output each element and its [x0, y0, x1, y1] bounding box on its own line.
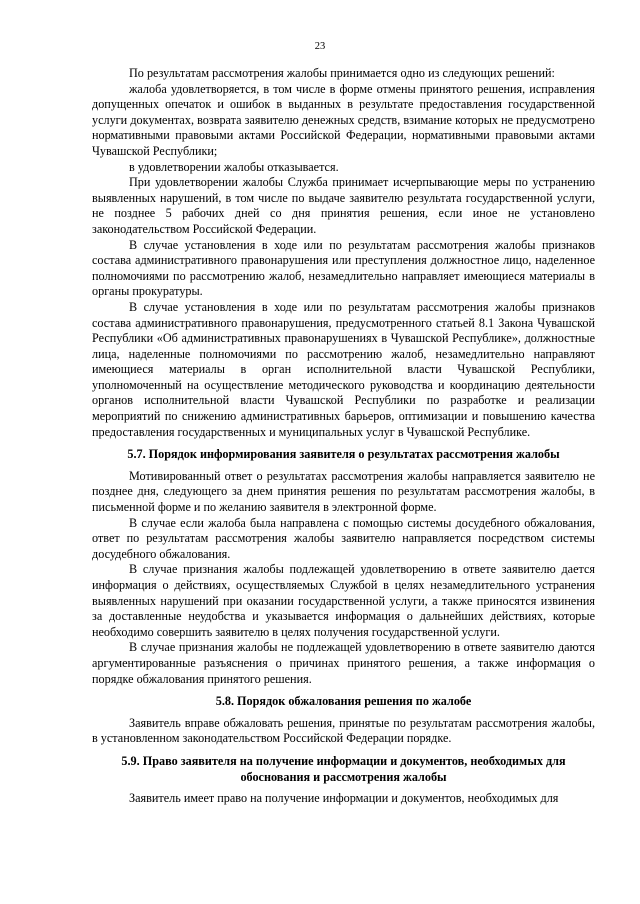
paragraph: В случае установления в ходе или по результатам рассмотрения жалобы признаков состава административного правонарушения или преступления должностное лицо, наделенное полномочиями по рассмотрению жалоб, незамедлительно направляет имеющиеся материалы в органы прокуратуры.	[92, 237, 595, 299]
section-heading-5-9: 5.9. Право заявителя на получение информации и документов, необходимых для обоснования и рассмотрения жалобы	[121, 753, 566, 784]
paragraph: в удовлетворении жалобы отказывается.	[129, 159, 339, 174]
paragraph: Заявитель имеет право на получение информации и документов, необходимых для	[129, 791, 559, 806]
paragraph: жалоба удовлетворяется, в том числе в форме отмены принятого решения, исправления допущенных опечаток и ошибок в выданных в результате предоставления государственной услуги документах, возврата заявителю денежных средств, взимание которых не предусмотрено нормативными правовыми актами Российской Федерации, нормативными правовыми актами Чувашской Республики;	[92, 81, 595, 158]
paragraph: Заявитель вправе обжаловать решения, принятые по результатам рассмотрения жалобы, в установленном законодательством Российской Федерации порядке.	[92, 715, 595, 746]
paragraph: В случае если жалоба была направлена с помощью системы досудебного обжалования, ответ по результатам рассмотрения жалобы заявителю направляется посредством системы досудебного обжалования.	[92, 515, 595, 561]
paragraph: В случае установления в ходе или по результатам рассмотрения жалобы признаков состава административного правонарушения, предусмотренного статьей 8.1 Закона Чувашской Республики «Об административных правонарушениях в Чувашской Республике», должностные лица, наделенные полномочиями по рассмотрению жалоб, незамедлительно направляют имеющиеся материалы в орган исполнительной власти Чувашской Республики, уполномоченный на осуществление методического руководства и координацию деятельности органов исполнительной власти Чувашской Республики по разработке и реализации мероприятий по снижению административных барьеров, оптимизации и повышению качества предоставления государственных и муниципальных услуг в Чувашской Республике.	[92, 299, 595, 439]
page-number: 23	[314, 41, 326, 52]
paragraph: Мотивированный ответ о результатах рассмотрения жалобы направляется заявителю не позднее дня, следующего за днем принятия решения по результатам рассмотрения жалобы, в письменной форме и по желанию заявителя в электронной форме.	[92, 468, 595, 515]
section-heading-5-7: 5.7. Порядок информирования заявителя о результатах рассмотрения жалобы	[127, 447, 560, 462]
paragraph: При удовлетворении жалобы Служба принимает исчерпывающие меры по устранению выявленных нарушений, в том числе по выдаче заявителю результата государственной услуги, не позднее 5 рабочих дней со дня принятия решения, если иное не установлено законодательством Российской Федерации.	[92, 175, 595, 236]
paragraph: В случае признания жалобы подлежащей удовлетворению в ответе заявителю дается информация о действиях, осуществляемых Службой в целях незамедлительного устранения выявленных нарушений при оказании государственной услуги, а также приносятся извинения за доставленные неудобства и указывается информация о дальнейших действиях, которые необходимо совершить заявителю в целях получения государственной услуги.	[92, 562, 595, 639]
paragraph: По результатам рассмотрения жалобы принимается одно из следующих решений:	[129, 66, 555, 80]
section-heading-5-8: 5.8. Порядок обжалования решения по жалобе	[215, 694, 472, 709]
paragraph: В случае признания жалобы не подлежащей удовлетворению в ответе заявителю даются аргументированные разъяснения о причинах принятого решения, а также информация о порядке обжалования принятого решения.	[92, 640, 595, 686]
document-body	[92, 66, 595, 807]
